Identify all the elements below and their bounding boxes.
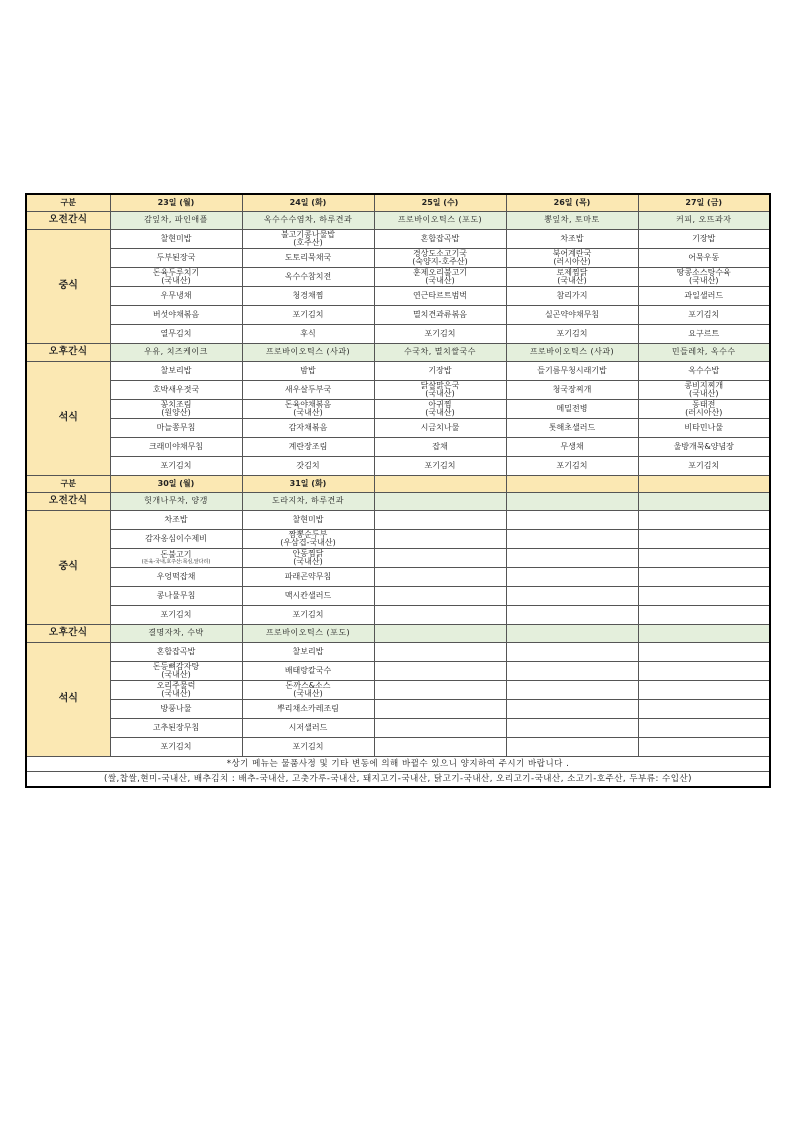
- dish-name: 참리가지: [556, 290, 588, 300]
- menu-item: [242, 738, 374, 757]
- dish-name: 배태랑칼국수: [284, 665, 332, 675]
- menu-item: [638, 700, 770, 719]
- menu-item: [242, 568, 374, 587]
- menu-item: [506, 362, 638, 381]
- snack-item: 수국차, 멸치쌀국수: [374, 344, 506, 362]
- header-day: 25일 (수): [374, 194, 506, 212]
- dish-name: 포기김치: [556, 460, 588, 470]
- menu-item: [638, 230, 770, 249]
- menu-item: [242, 549, 374, 568]
- dish-name: 청경채찜: [292, 290, 324, 300]
- menu-item: [506, 606, 638, 625]
- dish-name: 새우살두부국: [284, 384, 332, 394]
- dish-name: 포기김치: [292, 609, 324, 619]
- menu-item: [110, 306, 242, 325]
- notes-line2: (쌀,찹쌀,현미-국내산, 배추김치 : 배추-국내산, 고춧가루-국내산, 돼지고기-국내산, 닭고기-국내산, 오리고기-국내산, 소고기-호주산, 두부류: 수입산): [26, 772, 770, 788]
- menu-item: [242, 419, 374, 438]
- dish-name: 메밀전병: [556, 403, 588, 413]
- menu-item: [110, 362, 242, 381]
- menu-item: [638, 381, 770, 400]
- dish-origin: (국내산): [689, 276, 719, 285]
- menu-item: [506, 457, 638, 476]
- header-day: [638, 476, 770, 493]
- dish-name: 콩비지찌개: [684, 380, 724, 390]
- menu-item: [374, 362, 506, 381]
- dish-name: 고추된장무침: [152, 722, 200, 732]
- dish-name: 멸치견과류볶음: [412, 309, 468, 319]
- w1-dinner-row: [26, 419, 770, 438]
- dish-name: 마늘쫑무침: [156, 422, 196, 432]
- w2-dinner-row: [26, 643, 770, 662]
- menu-item: [638, 268, 770, 287]
- w1-am_snack-row: [26, 212, 770, 230]
- dish-name: 경상도소고기국: [412, 248, 468, 258]
- header-day: 23일 (월): [110, 194, 242, 212]
- dish-origin: (국내산): [293, 557, 323, 566]
- menu-item: [638, 249, 770, 268]
- menu-item: [506, 287, 638, 306]
- snack-item: 뽕잎차, 토마토: [506, 212, 638, 230]
- meal-label: 석식: [26, 643, 110, 757]
- menu-item: [374, 400, 506, 419]
- dish-name: 닭살맑은국: [420, 380, 460, 390]
- dish-name: 포기김치: [424, 328, 456, 338]
- menu-item: [638, 362, 770, 381]
- w2-dinner-row: [26, 681, 770, 700]
- meal-label: 오후간식: [26, 344, 110, 362]
- menu-item: [506, 700, 638, 719]
- snack-item: 프로바이오틱스 (사과): [242, 344, 374, 362]
- dish-name: 잡채: [432, 441, 448, 451]
- w2-dinner-row: [26, 662, 770, 681]
- dish-name: 기장밥: [428, 365, 452, 375]
- header-day: [506, 476, 638, 493]
- menu-item: [110, 249, 242, 268]
- menu-item: [242, 587, 374, 606]
- menu-item: [506, 249, 638, 268]
- menu-item: [110, 381, 242, 400]
- dish-name: 돈불고기: [160, 549, 192, 559]
- dish-name: 연근타르트범벅: [412, 290, 468, 300]
- dish-name: 우무냉채: [160, 290, 192, 300]
- menu-item: [242, 362, 374, 381]
- snack-item: 민들레차, 옥수수: [638, 344, 770, 362]
- menu-item: [242, 249, 374, 268]
- w1-dinner-row: [26, 362, 770, 381]
- meal-label: 중식: [26, 511, 110, 625]
- w2-lunch-row: [26, 587, 770, 606]
- menu-item: [638, 568, 770, 587]
- w2-lunch-row: [26, 606, 770, 625]
- menu-item: [638, 287, 770, 306]
- header-day: 24일 (화): [242, 194, 374, 212]
- dish-name: 맥시칸샐러드: [284, 590, 332, 600]
- dish-origin: (국내산): [161, 689, 191, 698]
- dish-name: 찰현미밥: [160, 233, 192, 243]
- dish-origin: (호주산): [293, 238, 323, 247]
- menu-item: [374, 606, 506, 625]
- menu-item: [374, 230, 506, 249]
- dish-name: 짬뽕순두부: [288, 529, 328, 539]
- meal-label: 중식: [26, 230, 110, 344]
- notes-line1: *상기 메뉴는 물품사정 및 기타 변동에 의해 바뀔수 있으니 양지하여 주시기 바랍니다 .: [26, 757, 770, 772]
- menu-item: [374, 530, 506, 549]
- dish-name: 찰보리밥: [160, 365, 192, 375]
- header-day: [374, 476, 506, 493]
- dish-origin: (국내산): [293, 408, 323, 417]
- dish-name: 감자옹심이수제비: [145, 533, 207, 543]
- dish-name: 시저샐러드: [288, 722, 328, 732]
- dish-name: 안동찜닭: [292, 548, 324, 558]
- dish-name: 찰보리밥: [292, 646, 324, 656]
- dish-name: 차조밥: [164, 514, 188, 524]
- menu-item: [374, 438, 506, 457]
- snack-item: 결명자차, 수박: [110, 625, 242, 643]
- dish-name: 우엉떡잡채: [156, 571, 196, 581]
- menu-item: [242, 325, 374, 344]
- menu-item: [506, 381, 638, 400]
- dish-name: 돈육두루치기: [152, 267, 200, 277]
- w2-lunch-row: [26, 549, 770, 568]
- snack-item: 우유, 치즈케이크: [110, 344, 242, 362]
- header-day: 31일 (화): [242, 476, 374, 493]
- w1-dinner-row: [26, 400, 770, 419]
- snack-item: [374, 625, 506, 643]
- menu-item: [638, 643, 770, 662]
- menu-item: [506, 662, 638, 681]
- menu-item: [374, 419, 506, 438]
- menu-item: [506, 400, 638, 419]
- menu-item: [374, 587, 506, 606]
- dish-name: 요구르트: [688, 328, 720, 338]
- menu-item: [374, 381, 506, 400]
- menu-item: [110, 230, 242, 249]
- dish-name: 오리주물럭: [156, 680, 196, 690]
- dish-name: 무생채: [560, 441, 584, 451]
- menu-item: [242, 230, 374, 249]
- menu-item: [374, 549, 506, 568]
- dish-name: 포기김치: [160, 741, 192, 751]
- menu-item: [374, 325, 506, 344]
- dish-name: 차조밥: [560, 233, 584, 243]
- w2-header-row: [26, 476, 770, 493]
- dish-name: 땅콩소스탕수육: [676, 267, 731, 277]
- menu-item: [374, 662, 506, 681]
- dish-name: 호박새우젓국: [152, 384, 200, 394]
- menu-item: [506, 719, 638, 738]
- menu-item: [110, 400, 242, 419]
- dish-name: 꽁치조림: [160, 399, 192, 409]
- dish-name: 포기김치: [160, 609, 192, 619]
- w2-dinner-row: [26, 700, 770, 719]
- dish-name: 톳해초샐러드: [548, 422, 596, 432]
- w1-lunch-row: [26, 306, 770, 325]
- w2-dinner-row: [26, 719, 770, 738]
- snack-item: [374, 493, 506, 511]
- menu-item: [242, 438, 374, 457]
- dish-origin: (원양산): [161, 408, 191, 417]
- menu-item: [374, 249, 506, 268]
- dish-name: 로제찜닭: [556, 267, 588, 277]
- dish-name: 감자채볶음: [288, 422, 328, 432]
- menu-item: [374, 511, 506, 530]
- w2-am_snack-row: [26, 493, 770, 511]
- dish-name: 들기름무청시래기밥: [537, 365, 607, 375]
- menu-item: [374, 700, 506, 719]
- dish-name: 동태전: [692, 399, 716, 409]
- meal-label: 석식: [26, 362, 110, 476]
- w2-lunch-row: [26, 568, 770, 587]
- menu-item: [638, 306, 770, 325]
- menu-item: [110, 325, 242, 344]
- menu-item: [242, 606, 374, 625]
- menu-item: [506, 325, 638, 344]
- dish-origin: (국내산): [425, 389, 455, 398]
- meal-label: 오전간식: [26, 212, 110, 230]
- snack-item: [638, 493, 770, 511]
- w1-dinner-row: [26, 438, 770, 457]
- menu-item: [110, 287, 242, 306]
- menu-item: [506, 643, 638, 662]
- snack-item: 감잎차, 파인애플: [110, 212, 242, 230]
- w2-pm_snack-row: [26, 625, 770, 643]
- menu-item: [506, 306, 638, 325]
- dish-name: 크래미야채무침: [148, 441, 204, 451]
- snack-item: 도라지차, 하루견과: [242, 493, 374, 511]
- dish-name: 포기김치: [160, 460, 192, 470]
- snack-item: [638, 625, 770, 643]
- menu-item: [374, 457, 506, 476]
- dish-origin: (국내산): [557, 276, 587, 285]
- menu-item: [506, 681, 638, 700]
- snack-item: 프로바이오틱스 (사과): [506, 344, 638, 362]
- dish-name: 콩나물무침: [156, 590, 196, 600]
- w1-lunch-row: [26, 287, 770, 306]
- menu-item: [110, 268, 242, 287]
- menu-item: [242, 287, 374, 306]
- menu-item: [374, 287, 506, 306]
- w1-lunch-row: [26, 249, 770, 268]
- menu-item: [638, 530, 770, 549]
- dish-name: 뿌리채소카레조림: [277, 703, 339, 713]
- w1-header-row: [26, 194, 770, 212]
- dish-name: 포기김치: [688, 309, 720, 319]
- menu-item: [242, 643, 374, 662]
- dish-name: 돈까스&소스: [285, 680, 331, 690]
- dish-name: 두부된장국: [156, 252, 196, 262]
- dish-name: 갓김치: [296, 460, 320, 470]
- menu-item: [506, 530, 638, 549]
- menu-item: [110, 643, 242, 662]
- menu-item: [506, 549, 638, 568]
- dish-origin: (국내산): [689, 389, 719, 398]
- menu-item: [242, 268, 374, 287]
- header-category: 구분: [26, 476, 110, 493]
- menu-item: [242, 700, 374, 719]
- dish-name: 돈육야채볶음: [284, 399, 332, 409]
- dish-origin: (국내산): [161, 276, 191, 285]
- w1-dinner-row: [26, 381, 770, 400]
- notes-row: [26, 772, 770, 788]
- dish-origin: (국내산): [293, 689, 323, 698]
- dish-name: 비타민나물: [684, 422, 724, 432]
- menu-item: [242, 457, 374, 476]
- menu-item: [506, 438, 638, 457]
- w1-dinner-row: [26, 457, 770, 476]
- menu-item: [110, 457, 242, 476]
- header-day: 26일 (목): [506, 194, 638, 212]
- menu-item: [110, 738, 242, 757]
- menu-item: [110, 419, 242, 438]
- w1-lunch-row: [26, 230, 770, 249]
- dish-name: 포기김치: [688, 460, 720, 470]
- dish-name: 혼합잡곡밥: [156, 646, 196, 656]
- header-category: 구분: [26, 194, 110, 212]
- menu-item: [506, 587, 638, 606]
- dish-name: 도토리묵채국: [284, 252, 332, 262]
- menu-item: [110, 549, 242, 568]
- menu-item: [638, 457, 770, 476]
- dish-origin: (국내산): [161, 670, 191, 679]
- dish-name: 계란장조림: [288, 441, 328, 451]
- menu-item: [638, 606, 770, 625]
- dish-origin: (우삼겹-국내산): [280, 538, 336, 547]
- dish-name: 버섯야채볶음: [152, 309, 200, 319]
- dish-name: 혼합잡곡밥: [420, 233, 460, 243]
- menu-item: [638, 662, 770, 681]
- menu-item: [374, 306, 506, 325]
- menu-item: [242, 381, 374, 400]
- snack-item: 헛개나무차, 양갱: [110, 493, 242, 511]
- menu-item: [638, 549, 770, 568]
- menu-item: [638, 325, 770, 344]
- menu-item: [110, 681, 242, 700]
- menu-item: [110, 719, 242, 738]
- dish-origin: (국내산): [425, 408, 455, 417]
- dish-name: 어묵우동: [688, 252, 720, 262]
- meal-label: 오전간식: [26, 493, 110, 511]
- menu-item: [374, 738, 506, 757]
- menu-item: [242, 719, 374, 738]
- snack-item: 옥수수수염차, 하루견과: [242, 212, 374, 230]
- snack-item: [506, 625, 638, 643]
- snack-item: [506, 493, 638, 511]
- dish-name: 옥수수밥: [688, 365, 720, 375]
- dish-origin: (러시아산): [685, 408, 723, 417]
- menu-item: [638, 719, 770, 738]
- snack-item: 커피, 오뜨과자: [638, 212, 770, 230]
- dish-name: 실곤약야채무침: [544, 309, 600, 319]
- menu-item: [110, 587, 242, 606]
- dish-name: 훈제오리불고기: [412, 267, 468, 277]
- dish-name: 시금치나물: [420, 422, 460, 432]
- dish-name: 돈등뼈감자탕: [152, 661, 200, 671]
- w2-lunch-row: [26, 530, 770, 549]
- menu-item: [374, 268, 506, 287]
- dish-name: 옥수수참치전: [284, 271, 332, 281]
- dish-name: 포기김치: [292, 309, 324, 319]
- menu-item: [506, 738, 638, 757]
- dish-name: 포기김치: [556, 328, 588, 338]
- menu-item: [110, 662, 242, 681]
- dish-name: 아귀찜: [428, 399, 452, 409]
- meal-menu-table: [25, 193, 771, 788]
- dish-origin: (러시아산): [553, 257, 591, 266]
- dish-origin: (숙양지-호주산): [412, 257, 468, 266]
- menu-item: [638, 681, 770, 700]
- meal-label: 오후간식: [26, 625, 110, 643]
- menu-item: [242, 530, 374, 549]
- dish-name: 후식: [300, 328, 316, 338]
- w1-lunch-row: [26, 268, 770, 287]
- w2-lunch-row: [26, 511, 770, 530]
- menu-item: [110, 568, 242, 587]
- menu-item: [374, 719, 506, 738]
- snack-item: 프로바이오틱스 (포도): [242, 625, 374, 643]
- menu-item: [110, 511, 242, 530]
- dish-name: 북어계란국: [552, 248, 592, 258]
- menu-item: [242, 400, 374, 419]
- dish-name: 포기김치: [292, 741, 324, 751]
- dish-name: 과일샐러드: [684, 290, 724, 300]
- menu-item: [374, 681, 506, 700]
- menu-item: [638, 511, 770, 530]
- menu-item: [242, 306, 374, 325]
- menu-item: [506, 268, 638, 287]
- dish-name: 포기김치: [424, 460, 456, 470]
- dish-name: 청국장찌개: [552, 384, 592, 394]
- menu-item: [506, 230, 638, 249]
- dish-origin: (국내산): [425, 276, 455, 285]
- menu-item: [110, 700, 242, 719]
- menu-item: [242, 511, 374, 530]
- menu-item: [638, 419, 770, 438]
- menu-item: [638, 438, 770, 457]
- dish-origin: (돈육-국내,호주산:목심,앞다리): [141, 559, 211, 566]
- menu-item: [638, 738, 770, 757]
- menu-item: [110, 606, 242, 625]
- menu-item: [506, 511, 638, 530]
- header-day: 30일 (월): [110, 476, 242, 493]
- dish-name: 밤밥: [300, 365, 316, 375]
- w1-lunch-row: [26, 325, 770, 344]
- dish-name: 불고기콩나물밥: [280, 229, 336, 239]
- menu-item: [506, 419, 638, 438]
- menu-item: [638, 587, 770, 606]
- dish-name: 열무김치: [160, 328, 192, 338]
- menu-item: [374, 568, 506, 587]
- w2-dinner-row: [26, 738, 770, 757]
- dish-name: 찰현미밥: [292, 514, 324, 524]
- snack-item: 프로바이오틱스 (포도): [374, 212, 506, 230]
- menu-item: [374, 643, 506, 662]
- dish-name: 방풍나물: [160, 703, 192, 713]
- dish-name: 울방개묵&양념장: [673, 441, 734, 451]
- header-day: 27일 (금): [638, 194, 770, 212]
- menu-item: [242, 662, 374, 681]
- dish-name: 파래곤약무침: [284, 571, 332, 581]
- menu-item: [506, 568, 638, 587]
- menu-item: [242, 681, 374, 700]
- menu-item: [110, 530, 242, 549]
- menu-item: [110, 438, 242, 457]
- w1-pm_snack-row: [26, 344, 770, 362]
- menu-item: [638, 400, 770, 419]
- dish-name: 기장밥: [692, 233, 716, 243]
- notes-row: [26, 757, 770, 772]
